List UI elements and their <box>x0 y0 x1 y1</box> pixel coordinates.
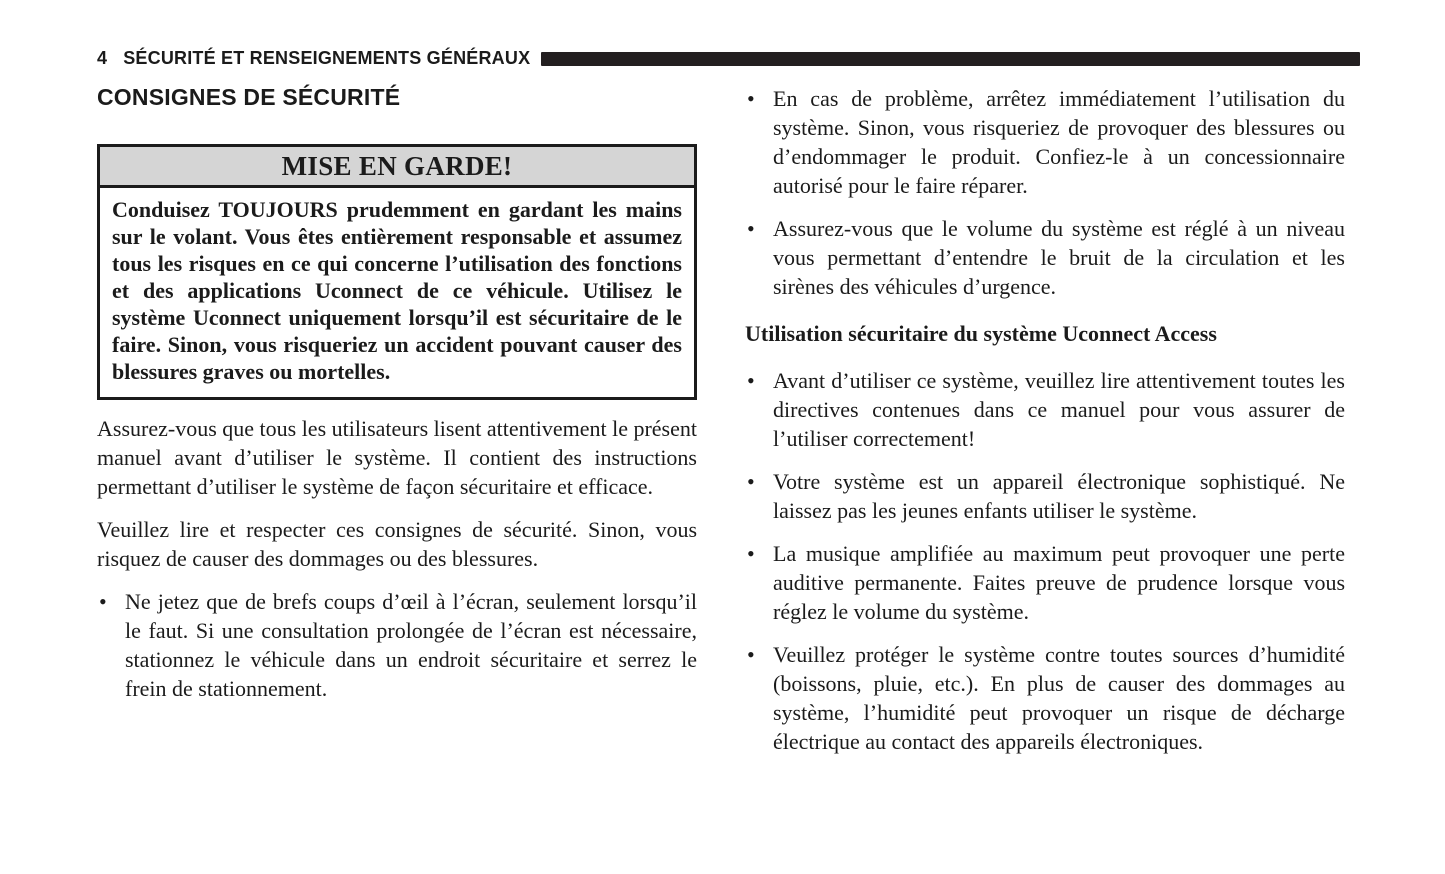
section-title: CONSIGNES DE SÉCURITÉ <box>97 84 401 110</box>
list-item <box>97 587 697 703</box>
warning-box-body: Conduisez TOUJOURS prudemment en gardant les mains sur le volant. Vous êtes entièrement responsable et assumez tous les risques en ce qui concerne l’utilisation des fonctions et des applications Uconnect de ce véhicule. Utilisez le système Uconnect uniquement lorsqu’il est sécuritaire de le faire. Sinon, vous risqueriez un accident pouvant causer des blessures graves ou mortelles. <box>112 197 682 384</box>
page-header <box>97 48 1360 69</box>
paragraph: Veuillez lire et respecter ces consignes de sécurité. Sinon, vous risquez de causer des dommages ou des blessures. <box>97 517 697 571</box>
bullet-icon: • <box>747 541 755 567</box>
list-item-text: Votre système est un appareil électronique sophistiqué. Ne laissez pas les jeunes enfants utiliser le système. <box>773 469 1345 524</box>
list-item-text: La musique amplifiée au maximum peut provoquer une perte auditive permanente. Faites preuve de prudence lorsque vous réglez le volume du système. <box>773 541 1345 625</box>
right-column <box>745 84 1345 756</box>
list-item <box>745 214 1345 301</box>
left-column <box>97 84 697 756</box>
list-item-text: Avant d’utiliser ce système, veuillez lire attentivement toutes les directives contenues dans ce manuel pour vous assurer de l’utiliser correctement! <box>773 368 1345 452</box>
list-item-text: Veuillez protéger le système contre toutes sources d’humidité (boissons, pluie, etc.). En plus de causer des dommages au système, l’humidité peut provoquer un risque de décharge électrique au contact des appareils électroniques. <box>773 642 1345 755</box>
bullet-icon: • <box>747 642 755 668</box>
warning-box-title: MISE EN GARDE! <box>100 147 694 188</box>
list-item <box>745 640 1345 756</box>
subsection-title: Utilisation sécuritaire du système Uconnect Access <box>745 321 1217 346</box>
content-columns <box>97 84 1345 756</box>
bullet-icon: • <box>747 368 755 394</box>
list-item-text: En cas de problème, arrêtez immédiatement l’utilisation du système. Sinon, vous risqueriez de provoquer des blessures ou d’endommager le produit. Confiez-le à un concessionnaire autorisé pour le faire réparer. <box>773 86 1345 198</box>
bullet-icon: • <box>747 469 755 495</box>
header-rule <box>541 52 1360 66</box>
list-item-text: Ne jetez que de brefs coups d’œil à l’écran, seulement lorsqu’il le faut. Si une consultation prolongée de l’écran est nécessaire, stationnez le véhicule dans un endroit sécuritaire et serrez le frein de stationnement. <box>125 589 697 701</box>
list-item <box>745 467 1345 525</box>
list-item-text: Assurez-vous que le volume du système est réglé à un niveau vous permettant d’entendre le bruit de la circulation et les sirènes des véhicules d’urgence. <box>773 216 1345 299</box>
paragraph: Assurez-vous que tous les utilisateurs lisent attentivement le présent manuel avant d’utiliser le système. Il contient des instructions permettant d’utiliser le système de façon sécuritaire et efficace. <box>97 416 697 499</box>
list-item <box>745 84 1345 200</box>
bullet-icon: • <box>747 216 755 241</box>
list-item <box>745 539 1345 626</box>
page-number: 4 <box>97 48 108 68</box>
warning-box <box>97 144 697 400</box>
bullet-icon: • <box>747 86 755 111</box>
bullet-icon: • <box>99 589 107 614</box>
list-item <box>745 366 1345 453</box>
header-title: SÉCURITÉ ET RENSEIGNEMENTS GÉNÉRAUX <box>123 48 531 68</box>
